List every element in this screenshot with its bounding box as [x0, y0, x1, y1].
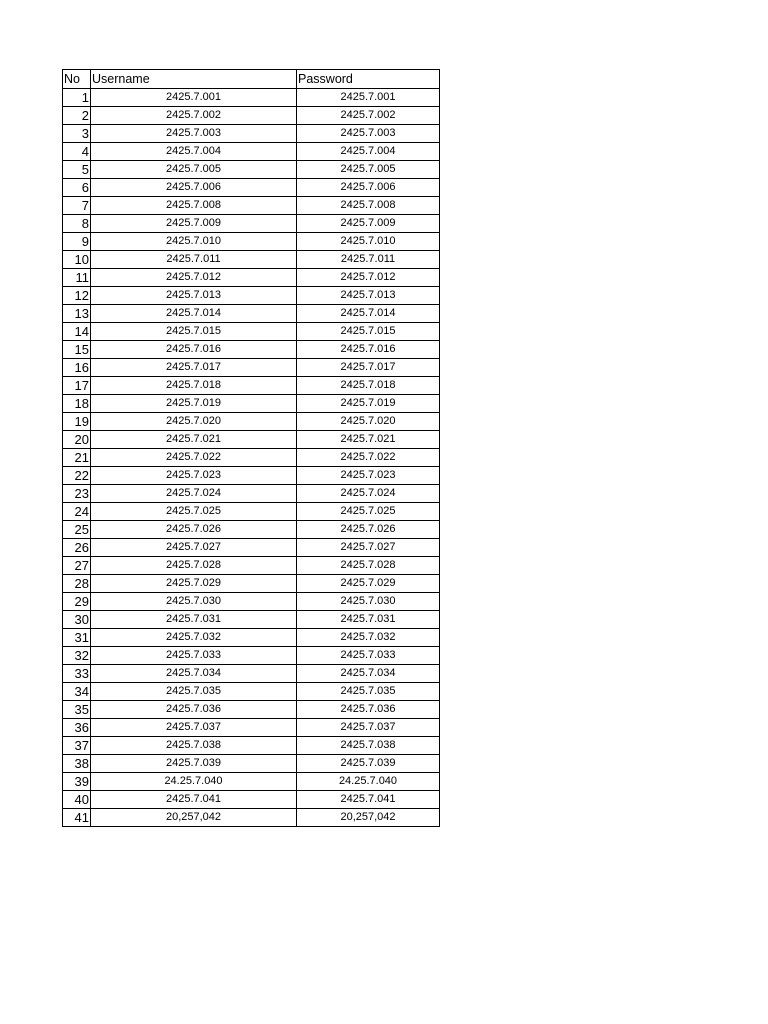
password-cell: 20,257,042 — [297, 809, 440, 827]
table-row — [63, 215, 440, 233]
row-number: 34 — [63, 683, 91, 701]
username-cell: 2425.7.025 — [91, 503, 297, 521]
table-row — [63, 287, 440, 305]
username-cell: 2425.7.019 — [91, 395, 297, 413]
table-row — [63, 809, 440, 827]
table-row — [63, 125, 440, 143]
password-cell: 2425.7.025 — [297, 503, 440, 521]
table-row — [63, 359, 440, 377]
username-cell: 24.25.7.040 — [91, 773, 297, 791]
row-number: 26 — [63, 539, 91, 557]
username-cell: 2425.7.036 — [91, 701, 297, 719]
username-cell: 2425.7.031 — [91, 611, 297, 629]
row-number: 39 — [63, 773, 91, 791]
password-cell: 2425.7.014 — [297, 305, 440, 323]
table-row — [63, 521, 440, 539]
username-cell: 2425.7.001 — [91, 89, 297, 107]
password-cell: 2425.7.021 — [297, 431, 440, 449]
row-number: 28 — [63, 575, 91, 593]
password-cell: 2425.7.008 — [297, 197, 440, 215]
username-cell: 2425.7.041 — [91, 791, 297, 809]
username-cell: 2425.7.030 — [91, 593, 297, 611]
password-cell: 2425.7.031 — [297, 611, 440, 629]
table-row — [63, 269, 440, 287]
password-cell: 2425.7.005 — [297, 161, 440, 179]
row-number: 13 — [63, 305, 91, 323]
table-row — [63, 773, 440, 791]
username-cell: 2425.7.009 — [91, 215, 297, 233]
row-number: 14 — [63, 323, 91, 341]
table-row — [63, 503, 440, 521]
password-cell: 2425.7.023 — [297, 467, 440, 485]
username-cell: 2425.7.016 — [91, 341, 297, 359]
password-cell: 2425.7.022 — [297, 449, 440, 467]
table-row — [63, 431, 440, 449]
table-row — [63, 341, 440, 359]
table-row — [63, 395, 440, 413]
username-cell: 2425.7.032 — [91, 629, 297, 647]
username-cell: 20,257,042 — [91, 809, 297, 827]
table-row — [63, 449, 440, 467]
row-number: 9 — [63, 233, 91, 251]
password-cell: 2425.7.030 — [297, 593, 440, 611]
table-row — [63, 755, 440, 773]
password-cell: 2425.7.027 — [297, 539, 440, 557]
password-cell: 2425.7.032 — [297, 629, 440, 647]
password-cell: 2425.7.035 — [297, 683, 440, 701]
username-cell: 2425.7.023 — [91, 467, 297, 485]
row-number: 10 — [63, 251, 91, 269]
password-cell: 2425.7.019 — [297, 395, 440, 413]
row-number: 27 — [63, 557, 91, 575]
row-number: 20 — [63, 431, 91, 449]
table-row — [63, 143, 440, 161]
password-cell: 2425.7.024 — [297, 485, 440, 503]
username-cell: 2425.7.020 — [91, 413, 297, 431]
header-no: No — [63, 70, 91, 89]
row-number: 7 — [63, 197, 91, 215]
password-cell: 2425.7.034 — [297, 665, 440, 683]
password-cell: 2425.7.003 — [297, 125, 440, 143]
username-cell: 2425.7.014 — [91, 305, 297, 323]
password-cell: 2425.7.009 — [297, 215, 440, 233]
password-cell: 2425.7.036 — [297, 701, 440, 719]
password-cell: 2425.7.016 — [297, 341, 440, 359]
username-cell: 2425.7.018 — [91, 377, 297, 395]
table-row — [63, 305, 440, 323]
table-row — [63, 629, 440, 647]
row-number: 6 — [63, 179, 91, 197]
row-number: 12 — [63, 287, 91, 305]
username-cell: 2425.7.033 — [91, 647, 297, 665]
table-row — [63, 719, 440, 737]
username-cell: 2425.7.012 — [91, 269, 297, 287]
row-number: 3 — [63, 125, 91, 143]
table-header — [63, 70, 440, 89]
username-cell: 2425.7.039 — [91, 755, 297, 773]
table-row — [63, 791, 440, 809]
row-number: 21 — [63, 449, 91, 467]
password-cell: 2425.7.020 — [297, 413, 440, 431]
table-row — [63, 701, 440, 719]
credentials-table — [62, 69, 440, 827]
username-cell: 2425.7.011 — [91, 251, 297, 269]
row-number: 11 — [63, 269, 91, 287]
table-row — [63, 107, 440, 125]
row-number: 16 — [63, 359, 91, 377]
row-number: 5 — [63, 161, 91, 179]
password-cell: 2425.7.015 — [297, 323, 440, 341]
table-row — [63, 413, 440, 431]
username-cell: 2425.7.010 — [91, 233, 297, 251]
username-cell: 2425.7.006 — [91, 179, 297, 197]
username-cell: 2425.7.003 — [91, 125, 297, 143]
password-cell: 2425.7.037 — [297, 719, 440, 737]
username-cell: 2425.7.017 — [91, 359, 297, 377]
row-number: 32 — [63, 647, 91, 665]
table-row — [63, 485, 440, 503]
password-cell: 2425.7.041 — [297, 791, 440, 809]
row-number: 25 — [63, 521, 91, 539]
row-number: 37 — [63, 737, 91, 755]
username-cell: 2425.7.021 — [91, 431, 297, 449]
table-row — [63, 179, 440, 197]
username-cell: 2425.7.005 — [91, 161, 297, 179]
table-row — [63, 89, 440, 107]
table-row — [63, 233, 440, 251]
password-cell: 2425.7.013 — [297, 287, 440, 305]
row-number: 40 — [63, 791, 91, 809]
password-cell: 2425.7.004 — [297, 143, 440, 161]
row-number: 18 — [63, 395, 91, 413]
username-cell: 2425.7.029 — [91, 575, 297, 593]
table-row — [63, 197, 440, 215]
row-number: 24 — [63, 503, 91, 521]
row-number: 8 — [63, 215, 91, 233]
password-cell: 2425.7.011 — [297, 251, 440, 269]
table-row — [63, 593, 440, 611]
row-number: 19 — [63, 413, 91, 431]
table-row — [63, 539, 440, 557]
username-cell: 2425.7.027 — [91, 539, 297, 557]
password-cell: 2425.7.028 — [297, 557, 440, 575]
table-row — [63, 467, 440, 485]
table-row — [63, 737, 440, 755]
username-cell: 2425.7.034 — [91, 665, 297, 683]
username-cell: 2425.7.002 — [91, 107, 297, 125]
table-row — [63, 683, 440, 701]
password-cell: 2425.7.017 — [297, 359, 440, 377]
table-row — [63, 647, 440, 665]
row-number: 23 — [63, 485, 91, 503]
username-cell: 2425.7.004 — [91, 143, 297, 161]
table-row — [63, 377, 440, 395]
table-row — [63, 665, 440, 683]
password-cell: 2425.7.006 — [297, 179, 440, 197]
row-number: 22 — [63, 467, 91, 485]
row-number: 4 — [63, 143, 91, 161]
password-cell: 2425.7.038 — [297, 737, 440, 755]
username-cell: 2425.7.037 — [91, 719, 297, 737]
username-cell: 2425.7.015 — [91, 323, 297, 341]
row-number: 2 — [63, 107, 91, 125]
password-cell: 2425.7.010 — [297, 233, 440, 251]
table-row — [63, 323, 440, 341]
header-username: Username — [91, 70, 297, 89]
table-row — [63, 611, 440, 629]
username-cell: 2425.7.013 — [91, 287, 297, 305]
row-number: 35 — [63, 701, 91, 719]
username-cell: 2425.7.026 — [91, 521, 297, 539]
row-number: 31 — [63, 629, 91, 647]
header-password: Password — [297, 70, 440, 89]
row-number: 38 — [63, 755, 91, 773]
row-number: 33 — [63, 665, 91, 683]
password-cell: 2425.7.001 — [297, 89, 440, 107]
username-cell: 2425.7.028 — [91, 557, 297, 575]
password-cell: 2425.7.012 — [297, 269, 440, 287]
username-cell: 2425.7.008 — [91, 197, 297, 215]
row-number: 1 — [63, 89, 91, 107]
password-cell: 2425.7.018 — [297, 377, 440, 395]
row-number: 30 — [63, 611, 91, 629]
username-cell: 2425.7.024 — [91, 485, 297, 503]
username-cell: 2425.7.022 — [91, 449, 297, 467]
header-row — [63, 70, 440, 89]
password-cell: 2425.7.026 — [297, 521, 440, 539]
row-number: 41 — [63, 809, 91, 827]
table-row — [63, 251, 440, 269]
username-cell: 2425.7.038 — [91, 737, 297, 755]
password-cell: 2425.7.033 — [297, 647, 440, 665]
row-number: 15 — [63, 341, 91, 359]
password-cell: 2425.7.002 — [297, 107, 440, 125]
table-row — [63, 557, 440, 575]
password-cell: 2425.7.029 — [297, 575, 440, 593]
row-number: 29 — [63, 593, 91, 611]
table-row — [63, 575, 440, 593]
row-number: 36 — [63, 719, 91, 737]
password-cell: 2425.7.039 — [297, 755, 440, 773]
password-cell: 24.25.7.040 — [297, 773, 440, 791]
table-body — [63, 89, 440, 827]
table-row — [63, 161, 440, 179]
username-cell: 2425.7.035 — [91, 683, 297, 701]
row-number: 17 — [63, 377, 91, 395]
